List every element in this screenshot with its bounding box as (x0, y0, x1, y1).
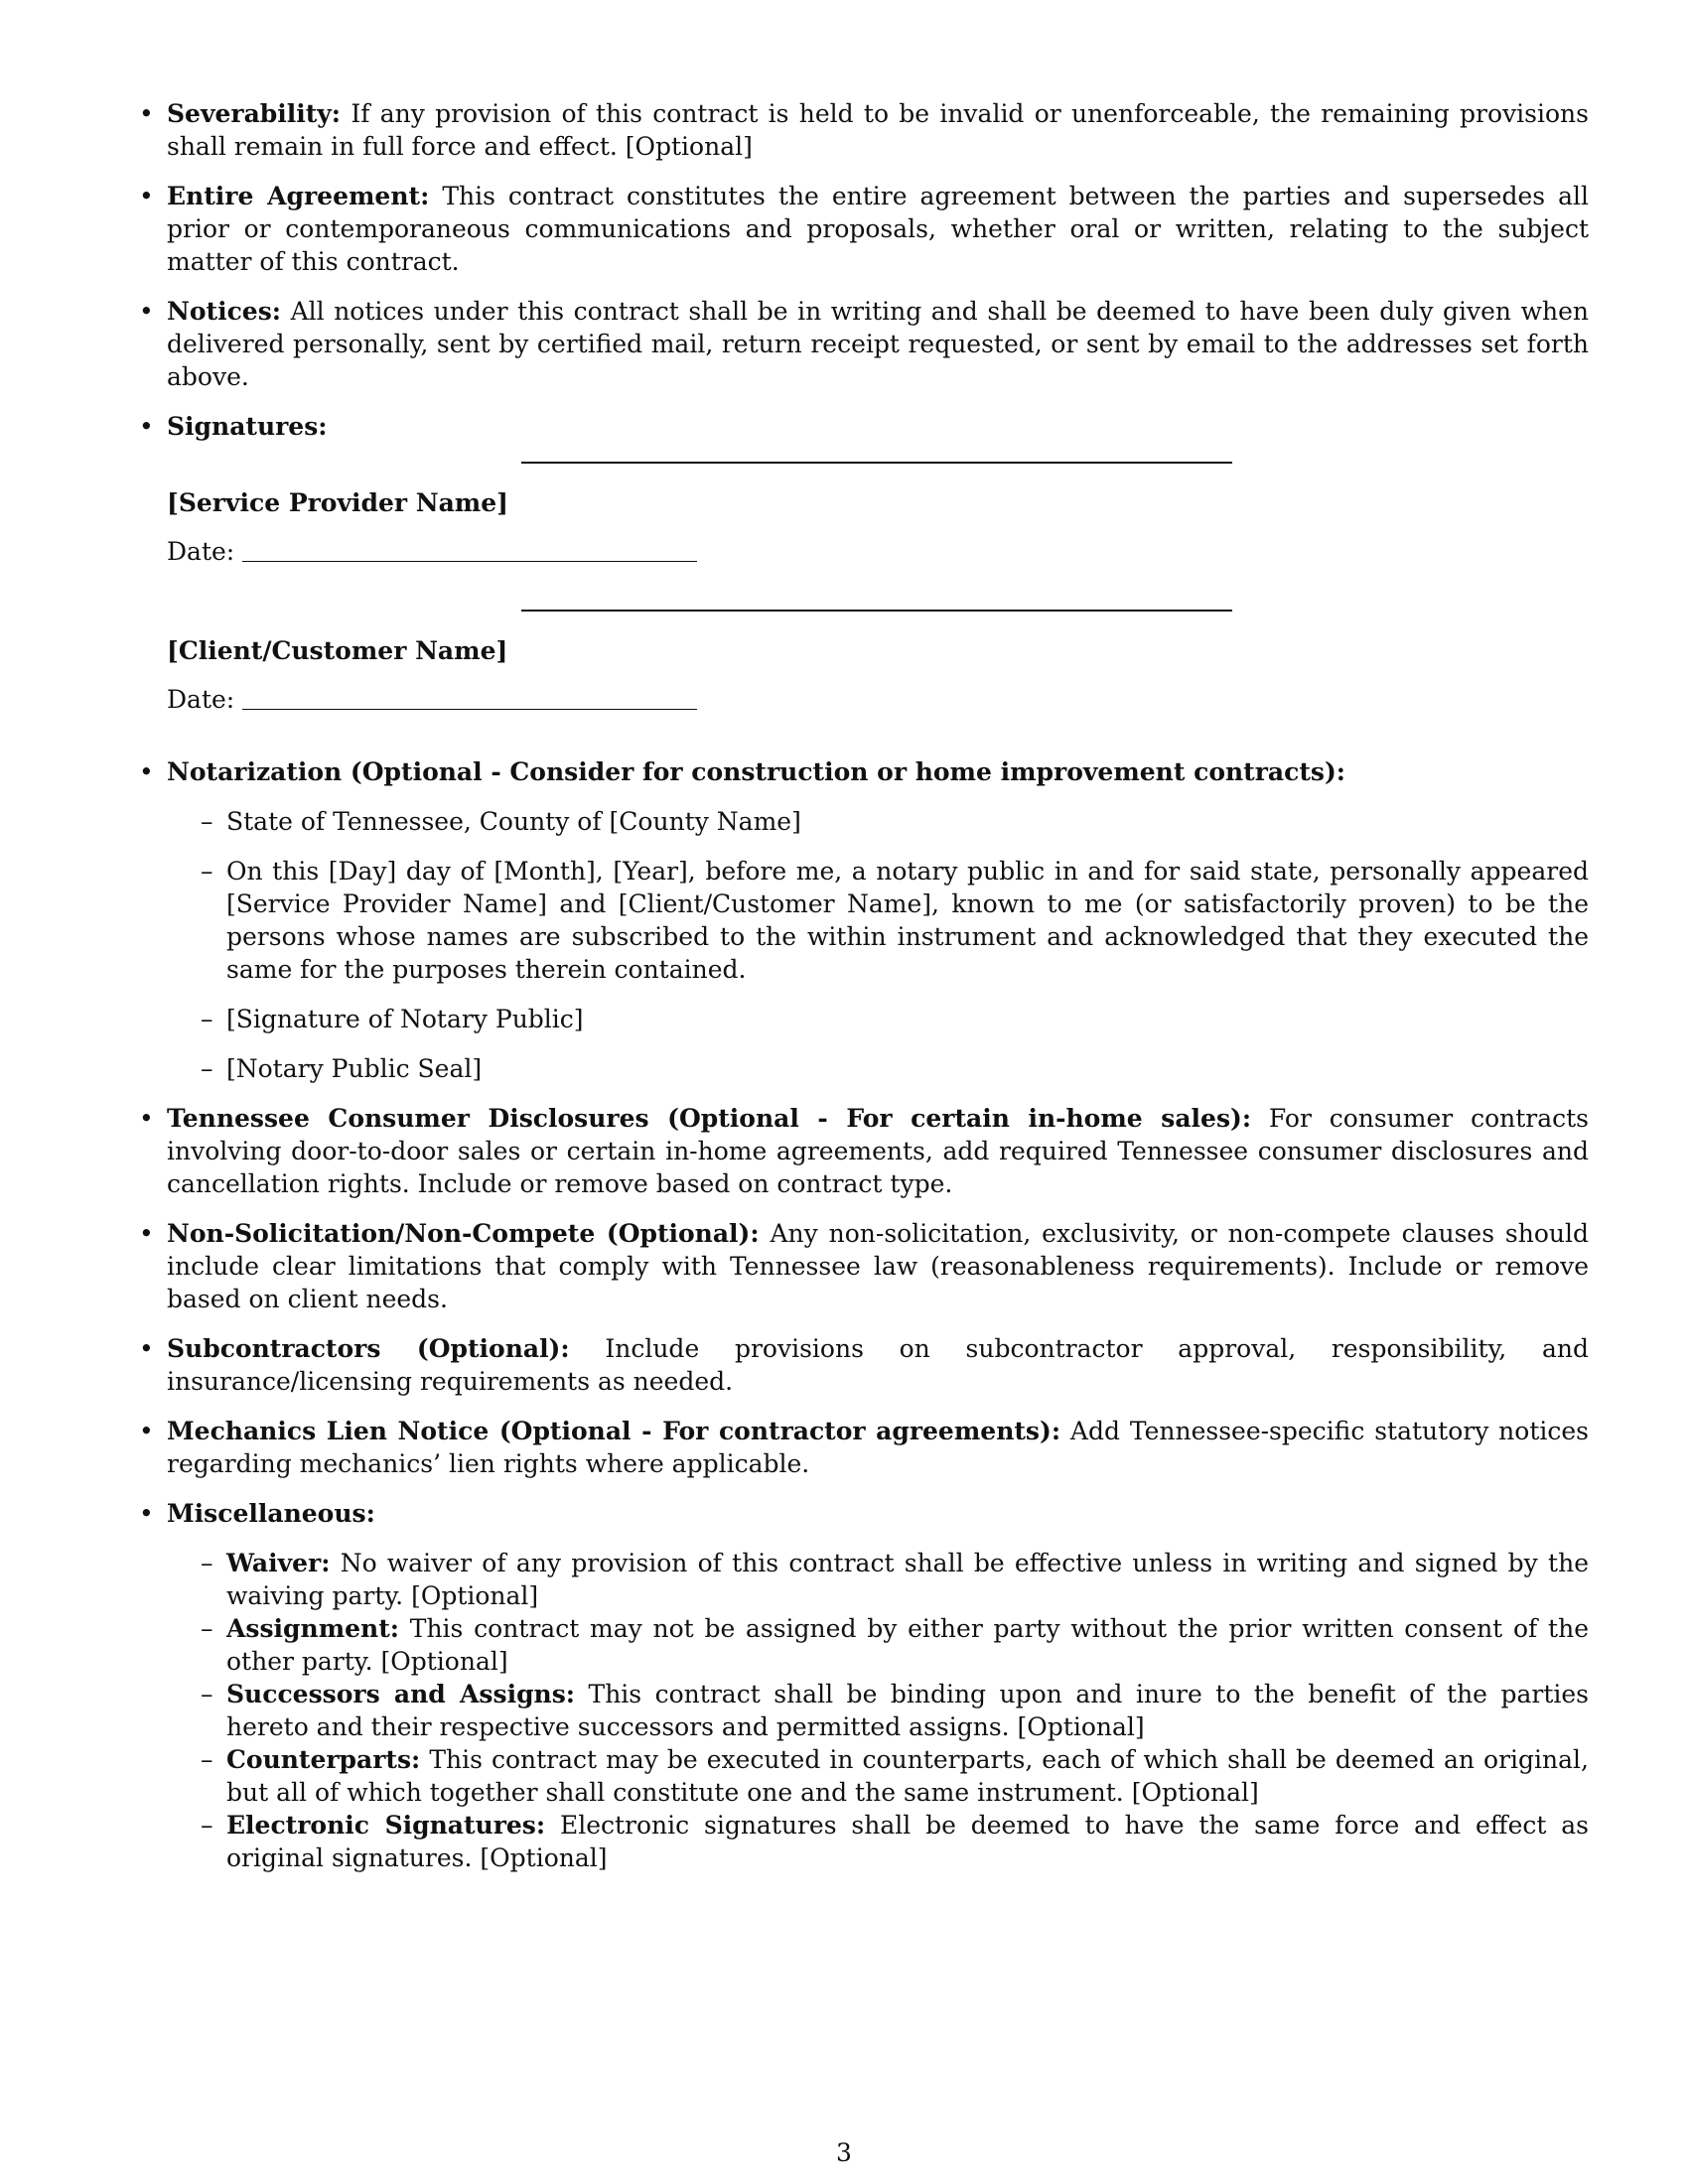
clause-non-solicitation (139, 1217, 1589, 1315)
misc-item-text: This contract may be executed in counterparts, each of which shall be deemed an original, but all of which together shall constitute one and the same instrument. [Optional] (226, 1745, 1589, 1807)
misc-item-text: This contract may not be assigned by either party without the prior written consent of the other party. [Optional] (226, 1614, 1589, 1676)
clause-title: Severability: (167, 99, 342, 128)
provider-date-line[interactable] (242, 561, 697, 562)
misc-item-title: Electronic Signatures: (226, 1811, 546, 1840)
provider-name: [Service Provider Name] (167, 488, 508, 517)
clause-title: Entire Agreement: (167, 182, 430, 210)
misc-item-text: This contract shall be binding upon and inure to the benefit of the parties hereto and their respective successors and permitted assigns. [Optional] (226, 1680, 1589, 1741)
misc-item-waiver (167, 1547, 1589, 1612)
clause-notarization (139, 755, 1589, 1085)
client-name: [Client/Customer Name] (167, 636, 508, 665)
clause-text: For consumer contracts involving door-to-door sales or certain in-home agreements, add required Tennessee consumer disclosures and cancellation rights. Include or remove based on contract type. (167, 1104, 1590, 1198)
clause-signatures (139, 410, 1589, 739)
clause-title: Signatures: (167, 412, 328, 441)
clause-text: If any provision of this contract is held to be invalid or unenforceable, the remaining provisions shall remain in full force and effect. [Optional] (167, 99, 1589, 161)
clause-subcontractors (139, 1332, 1589, 1398)
notarization-line: – [Signature of Notary Public] (167, 1003, 1589, 1035)
clause-list (139, 97, 1589, 1874)
notarization-line: – [Notary Public Seal] (167, 1052, 1589, 1085)
client-date-line[interactable] (242, 709, 697, 710)
provider-signature-block (167, 443, 1589, 591)
clause-title: Subcontractors (Optional): (167, 1334, 570, 1363)
misc-item-title: Counterparts: (226, 1745, 421, 1774)
clause-title: Notarization (Optional - Consider for construction or home improvement contracts): (167, 757, 1345, 786)
clause-title: Miscellaneous: (167, 1499, 375, 1528)
date-label: Date: (167, 537, 235, 566)
clause-text: Add Tennessee-specific statutory notices regarding mechanics’ lien rights where applicable. (167, 1417, 1589, 1478)
clause-title: Tennessee Consumer Disclosures (Optional - For certain in-home sales): (167, 1104, 1252, 1133)
notarization-line: – State of Tennessee, County of [County Name] (167, 805, 1589, 838)
clause-entire-agreement (139, 180, 1589, 278)
client-date (167, 683, 234, 716)
clause-text: Any non-solicitation, exclusivity, or non-compete clauses should include clear limitations that comply with Tennessee law (reasonableness requirements). Include or remove based on client needs. (167, 1219, 1589, 1313)
clause-consumer-disclosures (139, 1102, 1589, 1200)
misc-item-title: Waiver: (226, 1549, 331, 1577)
clause-text: Include provisions on subcontractor approval, responsibility, and insurance/licensing requirements as needed. (167, 1334, 1589, 1396)
client-signature-block (167, 591, 1589, 739)
notarization-line: – On this [Day] day of [Month], [Year], before me, a notary public in and for said state, personally appeared [Service Provider Name] and [Client/Customer Name], known to me (or satisfactorily proven) to be the persons whose names are subscribed to the within instrument and acknowledged that they executed the same for the purposes therein contained. (167, 855, 1589, 986)
clause-severability (139, 97, 1589, 163)
provider-date (167, 535, 234, 568)
misc-item-counterparts (167, 1743, 1589, 1809)
misc-item-text: Electronic signatures shall be deemed to have the same force and effect as original signatures. [Optional] (226, 1811, 1589, 1872)
miscellaneous-list (167, 1547, 1589, 1874)
page-number: 3 (836, 2138, 852, 2167)
clause-title: Mechanics Lien Notice (Optional - For contractor agreements): (167, 1417, 1061, 1445)
misc-item-title: Assignment: (226, 1614, 400, 1643)
client-signature-line[interactable] (521, 610, 1232, 612)
clause-title: Notices: (167, 297, 282, 326)
misc-item-assignment (167, 1612, 1589, 1678)
clause-text: This contract constitutes the entire agreement between the parties and supersedes all prior or contemporaneous communications and proposals, whether oral or written, relating to the subject matter of this contract. (167, 182, 1589, 276)
notarization-list (167, 805, 1589, 1085)
clause-title: Non-Solicitation/Non-Compete (Optional): (167, 1219, 760, 1248)
clause-miscellaneous (139, 1497, 1589, 1874)
clause-notices (139, 295, 1589, 393)
clause-text: All notices under this contract shall be in writing and shall be deemed to have been duly given when delivered personally, sent by certified mail, return receipt requested, or sent by email to the addresses set forth above. (167, 297, 1589, 391)
misc-item-text: No waiver of any provision of this contract shall be effective unless in writing and signed by the waiving party. [Optional] (226, 1549, 1590, 1610)
date-label: Date: (167, 685, 235, 714)
document-body (139, 97, 1589, 1891)
clause-mechanics-lien (139, 1415, 1589, 1480)
misc-item-title: Successors and Assigns: (226, 1680, 576, 1708)
misc-item-successors (167, 1678, 1589, 1743)
provider-signature-line[interactable] (521, 462, 1232, 464)
misc-item-electronic-signatures (167, 1809, 1589, 1874)
